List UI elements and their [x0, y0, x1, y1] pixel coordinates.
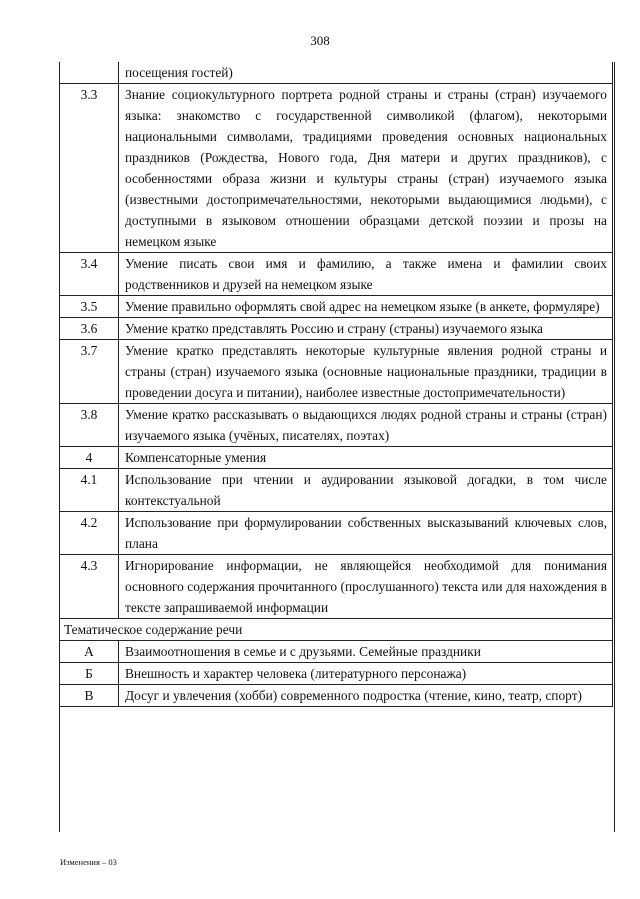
row-text: посещения гостей) — [119, 62, 613, 84]
row-number: 3.3 — [60, 84, 119, 253]
table-row — [60, 84, 613, 253]
footer-revision: Изменения – 03 — [60, 857, 117, 867]
row-text: Умение кратко рассказывать о выдающихся людях родной страны и страны (стран) изучаемого языка (учёных, писателях, поэтах) — [119, 404, 613, 447]
table-row — [60, 663, 613, 685]
theme-letter: А — [60, 641, 119, 663]
theme-letter: Б — [60, 663, 119, 685]
table-row — [60, 318, 613, 340]
row-text: Умение писать свои имя и фамилию, а также имена и фамилии своих родственников и друзей на немецком языке — [119, 253, 613, 296]
theme-letter: В — [60, 685, 119, 707]
table-row — [60, 340, 613, 404]
table-row — [60, 447, 613, 469]
table-row — [60, 641, 613, 663]
row-number: 3.4 — [60, 253, 119, 296]
row-number: 4 — [60, 447, 119, 469]
row-number: 4.1 — [60, 469, 119, 512]
row-number: 4.2 — [60, 512, 119, 555]
table-row — [60, 555, 613, 619]
row-number — [60, 62, 119, 84]
table-row — [60, 296, 613, 318]
table-row — [60, 685, 613, 707]
theme-text: Внешность и характер человека (литературного персонажа) — [119, 663, 613, 685]
row-text: Умение правильно оформлять свой адрес на немецком языке (в анкете, формуляре) — [119, 296, 613, 318]
row-text: Использование при формулировании собственных высказываний ключевых слов, плана — [119, 512, 613, 555]
row-number: 4.3 — [60, 555, 119, 619]
content-table — [59, 62, 613, 707]
table-row — [60, 469, 613, 512]
row-number: 3.7 — [60, 340, 119, 404]
row-text: Использование при чтении и аудировании языковой догадки, в том числе контекстуальной — [119, 469, 613, 512]
table-row — [60, 62, 613, 84]
row-number: 3.6 — [60, 318, 119, 340]
row-number: 3.5 — [60, 296, 119, 318]
row-number: 3.8 — [60, 404, 119, 447]
row-text: Игнорирование информации, не являющейся необходимой для понимания основного содержания прочитанного (прослушанного) текста или для нахождения в тексте запрашиваемой информации — [119, 555, 613, 619]
row-text: Умение кратко представлять Россию и страну (страны) изучаемого языка — [119, 318, 613, 340]
row-text: Компенсаторные умения — [119, 447, 613, 469]
section-header: Тематическое содержание речи — [60, 619, 613, 641]
row-text: Знание социокультурного портрета родной страны и страны (стран) изучаемого языка: знакомство с государственной символикой (флагом), некоторыми национальными символами, традициями проведения основных национальных праздников (Рождества, Нового года, Дня матери и других праздников), с особенностями образа жизни и культуры страны (стран) изучаемого языка (известными достопримечательностями, некоторыми выдающимися людьми), с доступными в языковом отношении образцами детской поэзии и прозы на немецком языке — [119, 84, 613, 253]
theme-text: Взаимоотношения в семье и с друзьями. Семейные праздники — [119, 641, 613, 663]
table-row — [60, 404, 613, 447]
theme-text: Досуг и увлечения (хобби) современного подростка (чтение, кино, театр, спорт) — [119, 685, 613, 707]
row-text: Умение кратко представлять некоторые культурные явления родной страны и страны (стран) изучаемого языка (основные национальные праздники, традиции в проведении досуга и питании), наиболее известные достопримечательности) — [119, 340, 613, 404]
page-number: 308 — [310, 33, 330, 48]
table-row — [60, 512, 613, 555]
section-header-row — [60, 619, 613, 641]
table-row — [60, 253, 613, 296]
